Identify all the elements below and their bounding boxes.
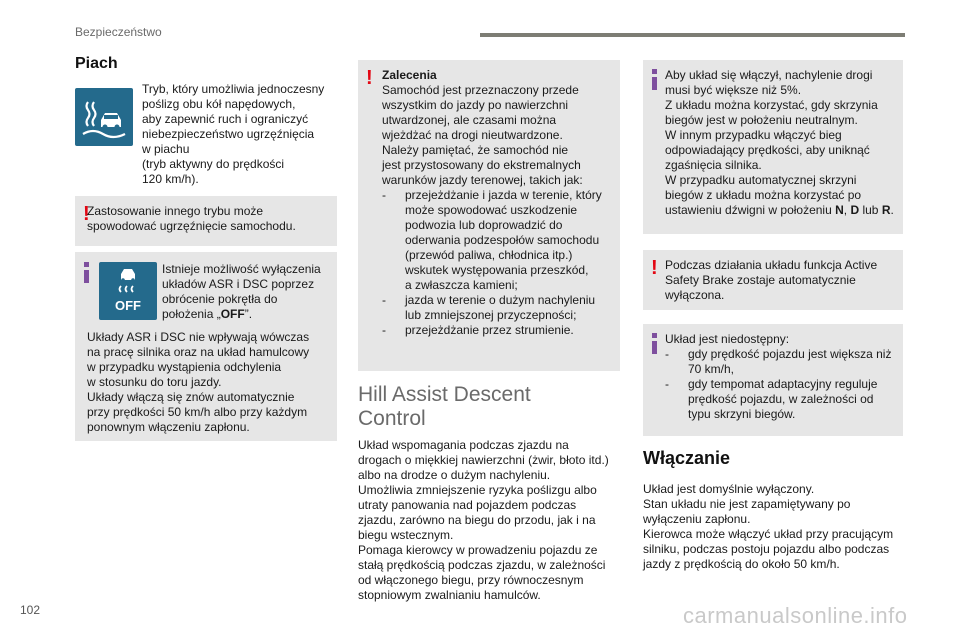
info-text-prefix: Istnieje możliwość wyłączenia układów ASR i DSC poprzez obrócenie pokrętła do położenia „ bbox=[162, 262, 321, 321]
info-text-slope bbox=[665, 68, 900, 218]
recommendation-heading: Zalecenia bbox=[382, 68, 437, 82]
piach-heading: Piach bbox=[75, 55, 118, 72]
recommendation-box bbox=[358, 60, 620, 371]
info-text-asr-dsc: Układy ASR i DSC nie wpływają wówczas na pracę silnika oraz na układ hamulcowy w przypadku wystąpienia odchylenia w stosunku do toru jazdy. Układy włączą się znów automatycznie przy prędkości 50 km/h albo przy każdym ponownym włączeniu zapłonu. bbox=[87, 330, 310, 434]
gear-separator: lub bbox=[859, 203, 882, 217]
gear-n: N bbox=[835, 203, 844, 217]
wlaczanie-heading: Włączanie bbox=[643, 448, 731, 468]
info-icon bbox=[84, 262, 89, 283]
info-box-left bbox=[75, 252, 337, 441]
list-item: - jazda w terenie o dużym nachyleniu lub zmniejszonej przyczepności; bbox=[382, 293, 617, 323]
esp-off-label: OFF bbox=[115, 298, 141, 313]
list-item: - przejeżdżanie przez strumienie. bbox=[382, 323, 617, 338]
info-box-right-1 bbox=[643, 60, 903, 234]
hill-assist-heading: Hill Assist Descent Control bbox=[358, 383, 531, 430]
warning-text-asb: Podczas działania układu funkcja Active Safety Brake zostaje automatycznie wyłączona. bbox=[665, 258, 878, 302]
info-text-unavailable: Układ jest niedostępny: bbox=[665, 332, 790, 346]
list-item: - przejeżdżanie i jazda w terenie, który może spowodować uszkodzenie podwozia lub doprowadzić do oderwania podzespołów samochodu (przewód paliwa, chłodnica itp.) wskutek występowania przeszkód, a zwłaszcza kamieni; bbox=[382, 188, 617, 293]
section-title: Bezpieczeństwo bbox=[75, 25, 162, 39]
warning-box-left bbox=[75, 196, 337, 246]
list-item: - gdy prędkość pojazdu jest większa niż 70 km/h, bbox=[665, 347, 900, 377]
info-text-esp-off bbox=[162, 262, 332, 322]
gear-separator: , bbox=[843, 203, 851, 217]
header-rule bbox=[480, 33, 905, 37]
warning-icon: ! bbox=[83, 203, 90, 225]
list-item: - gdy tempomat adaptacyjny reguluje prędkość pojazdu, w zależności od typu skrzyni biegów. bbox=[665, 377, 900, 422]
piach-description: Tryb, który umożliwia jednoczesny poślizg obu kół napędowych, aby zapewnić ruch i ograniczyć niebezpieczeństwo ugrzęźnięcia w piachu (tryb aktywny do prędkości 120 km/h). bbox=[142, 82, 325, 186]
gear-d: D bbox=[850, 203, 860, 217]
warning-box-right bbox=[643, 250, 903, 310]
recommendation-text: Samochód jest przeznaczony przede wszystkim do jazdy po nawierzchni utwardzonej, ale czasami można wjeżdżać na drogi nieutwardzone. Należy pamiętać, że samochód nie jest przystosowany do ekstremalnych warunków jazdy terenowej, takich jak: bbox=[382, 83, 583, 187]
warning-icon: ! bbox=[366, 67, 373, 89]
page-number: 102 bbox=[20, 603, 41, 617]
sand-mode-icon bbox=[75, 88, 133, 146]
info-icon bbox=[652, 333, 657, 354]
wlaczanie-description: Układ jest domyślnie wyłączony. Stan układu nie jest zapamiętywany po wyłączeniu zapłonu. Kierowca może włączyć układ przy pracującym silniku, podczas postoju pojazdu albo podczas jazdy z prędkością do około 50 km/h. bbox=[643, 482, 894, 571]
watermark-text: carmanualsonline.info bbox=[683, 603, 908, 628]
gear-end: . bbox=[890, 203, 894, 217]
info-text-slope-body: Aby układ się włączył, nachylenie drogi musi być większe niż 5%. Z układu można korzystać, gdy skrzynia biegów jest w położeniu neutralnym. W innym przypadku włączyć bieg odpowiadający prędkości, aby uniknąć zgaśnięcia silnika. W przypadku automatycznej skrzyni biegów z układu można korzystać po ustawieniu dźwigni w położeniu bbox=[665, 68, 878, 217]
hill-assist-description: Układ wspomagania podczas zjazdu na drogach o miękkiej nawierzchni (żwir, błoto itd.) albo na drodze o dużym nachyleniu. Umożliwia zmniejszenie ryzyka poślizgu albo utraty panowania nad pojazdem podczas zjazdu, zarówno na biegu do przodu, jak i na biegu wstecznym. Pomaga kierowcy w prowadzeniu pojazdu ze stałą prędkością podczas zjazdu, w zależności od włączonego biegu, przy równoczesnym stopniowym zwalnianiu hamulców. bbox=[358, 438, 609, 602]
unavailable-list bbox=[665, 347, 900, 422]
recommendation-list bbox=[382, 188, 617, 338]
warning-icon: ! bbox=[651, 257, 658, 279]
info-box-right-2 bbox=[643, 324, 903, 436]
gear-r: R bbox=[881, 203, 891, 217]
sand-mode-icon-graphic bbox=[75, 88, 133, 146]
info-text-suffix: ”. bbox=[244, 307, 253, 321]
info-icon bbox=[652, 69, 657, 90]
info-text-bold: OFF bbox=[220, 307, 245, 321]
esp-off-icon bbox=[99, 262, 157, 320]
esp-off-icon-graphic bbox=[99, 262, 157, 320]
warning-text: Zastosowanie innego trybu może spowodować ugrzęźnięcie samochodu. bbox=[87, 204, 296, 233]
